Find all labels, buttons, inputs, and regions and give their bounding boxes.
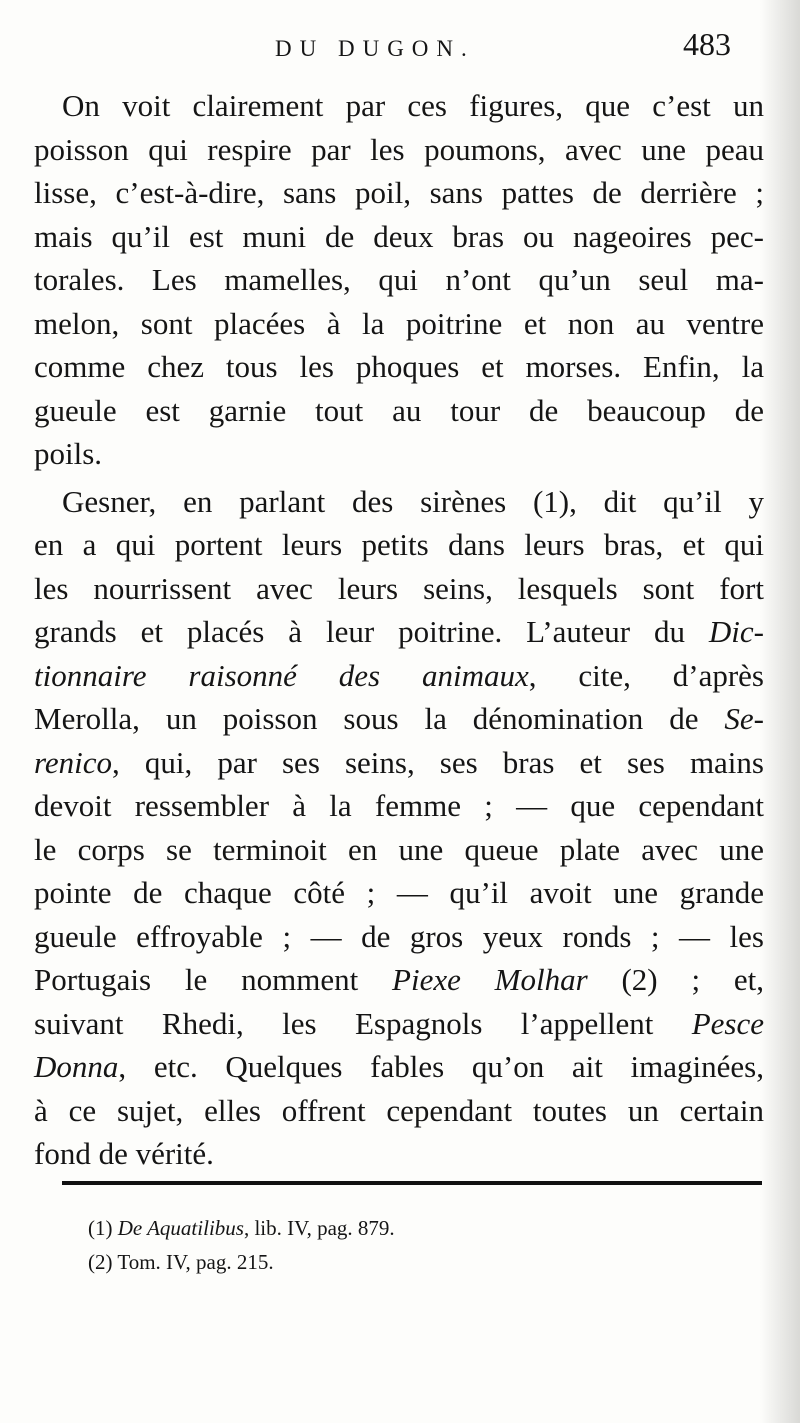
page-edge-shadow: [760, 0, 800, 1423]
running-head: [0, 22, 800, 82]
footnote-reference: , lib. IV, pag. 879.: [243, 1216, 395, 1240]
footnotes: [88, 1211, 395, 1279]
running-title: DU DUGON.: [275, 36, 475, 61]
text-line: mais qu’il est muni de deux bras ou nageoires pec-: [34, 218, 764, 254]
footnote-source-title: De Aquatilibus: [117, 1216, 244, 1240]
text-line: [34, 741, 764, 785]
text-line: [34, 958, 764, 1002]
text-line: les nourrissent avec leurs seins, lesquels sont fort: [34, 570, 764, 606]
text-line: [34, 610, 764, 654]
text-line: [34, 1045, 764, 1089]
text-line: le corps se terminoit en une queue plate avec une: [34, 831, 764, 867]
text-line: en a qui portent leurs petits dans leurs bras, et qui: [34, 527, 764, 562]
text-line: torales. Les mamelles, qui n’ont qu’un seul ma-: [34, 262, 764, 297]
text-run: (2) ; et,: [587, 962, 764, 997]
text-line: comme chez tous les phoques et morses. Enfin, la: [34, 349, 764, 384]
paragraph-2: [34, 480, 764, 1176]
text-line: Gesner, en parlant des sirènes (1), dit qu’il y: [62, 483, 764, 519]
italic-title: tionnaire raisonné des animaux: [34, 657, 529, 693]
text-line: à ce sujet, elles offrent cependant toutes un certain: [34, 1092, 764, 1128]
footnote-1: [88, 1211, 395, 1245]
text-line: fond de vérité.: [34, 1136, 214, 1171]
text-run: , etc. Quelques fables qu’on ait imaginées,: [118, 1049, 764, 1084]
text-line: [34, 654, 764, 698]
page-number: 483: [683, 26, 731, 62]
text-line: pointe de chaque côté ; — qu’il avoit une grande: [34, 875, 764, 910]
text-line: melon, sont placées à la poitrine et non au ventre: [34, 305, 764, 341]
text-line: [34, 697, 764, 741]
italic-title: Dic-: [708, 614, 764, 649]
text-line: gueule est garnie tout au tour de beaucoup de: [34, 392, 764, 428]
text-run: , cite, d’après: [528, 657, 764, 693]
text-line: lisse, c’est-à-dire, sans poil, sans pattes de derrière ;: [34, 175, 764, 210]
text-line: devoit ressembler à la femme ; — que cependant: [34, 788, 764, 823]
text-line: gueule effroyable ; — de gros yeux ronds ; — les: [34, 918, 764, 954]
text-run: Merolla, un poisson sous la dénomination de: [34, 701, 725, 736]
italic-term: Pesce: [691, 1005, 764, 1041]
body-text: [34, 84, 764, 1176]
paragraph-1: [34, 84, 764, 476]
footnote-rule: [62, 1181, 762, 1185]
italic-term: renico: [34, 744, 113, 780]
italic-term: Donna: [34, 1049, 119, 1084]
italic-term: Se-: [724, 701, 764, 736]
footnote-mark: (1): [88, 1216, 118, 1240]
italic-term: Piexe Molhar: [392, 962, 588, 997]
text-run: , qui, par ses seins, ses bras et ses mains: [112, 744, 764, 780]
text-line: On voit clairement par ces figures, que c’est un: [62, 88, 764, 123]
text-run: grands et placés à leur poitrine. L’auteur du: [34, 614, 709, 649]
text-run: Portugais le nomment: [34, 962, 393, 997]
text-line: poils.: [34, 436, 103, 471]
text-line: [34, 1002, 764, 1046]
footnote-2: (2) Tom. IV, pag. 215.: [88, 1250, 274, 1274]
text-line: poisson qui respire par les poumons, avec une peau: [34, 131, 764, 167]
text-run: suivant Rhedi, les Espagnols l’appellent: [34, 1005, 692, 1041]
